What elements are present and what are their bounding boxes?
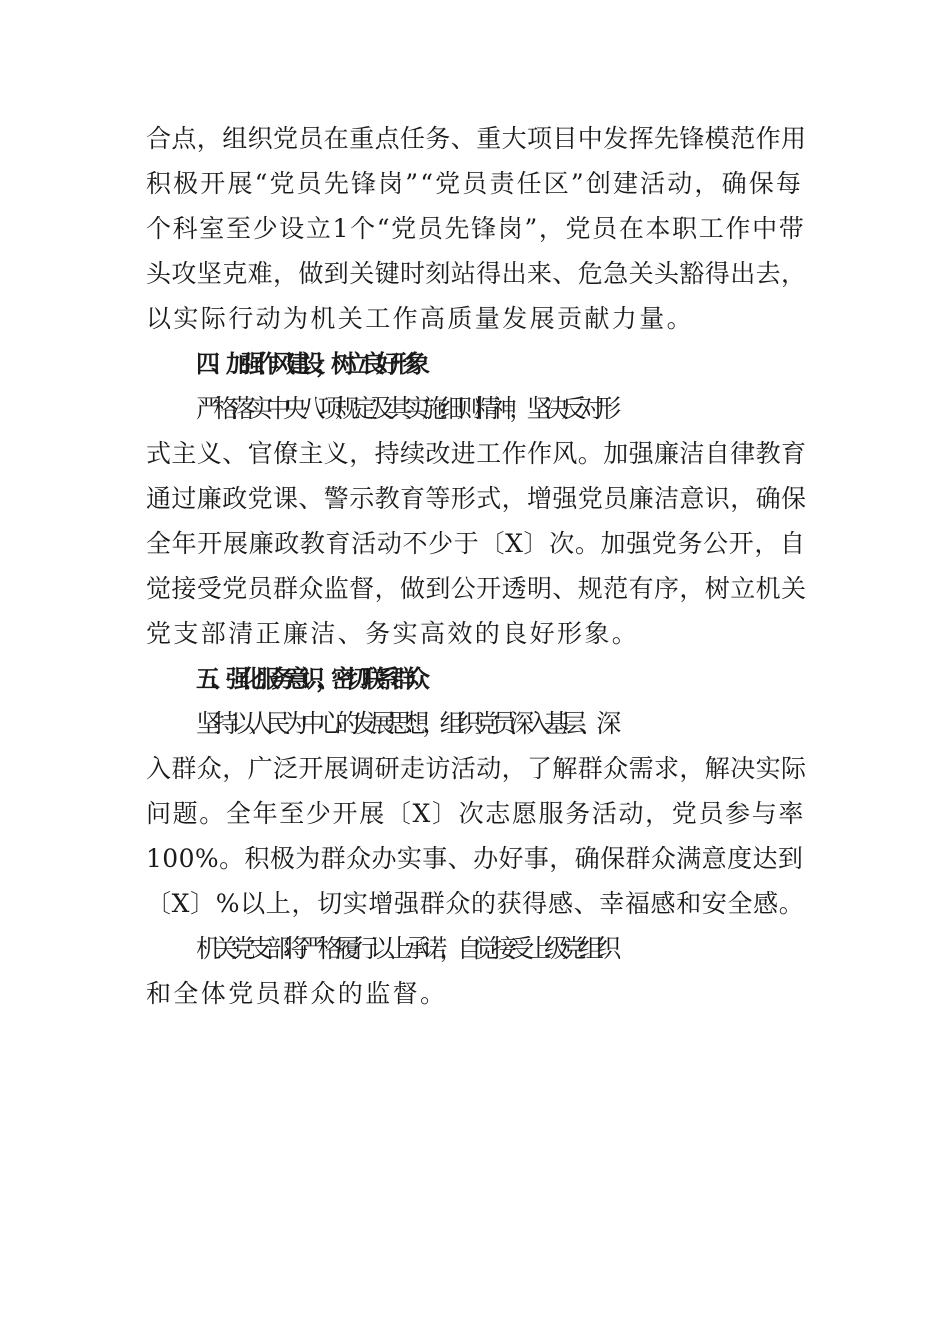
paragraph-line: 觉接受党员群众监督，做到公开透明、规范有序，树立机关 <box>146 574 807 603</box>
paragraph-line: 全年开展廉政教育活动不少于〔X〕次。加强党务公开，自 <box>146 529 806 558</box>
paragraph-line: 以实际行动为机关工作高质量发展贡献力量。 <box>146 304 695 333</box>
section-heading: 五、强化服务意识，密切联系群众 <box>196 665 421 693</box>
paragraph-line: 严格落实中央八项规定及其实施细则精神，坚决反对形 <box>196 394 614 423</box>
paragraph-line: 入群众，广泛开展调研走访活动，了解群众需求，解决实际 <box>146 754 807 783</box>
paragraph-line: 积极开展“党员先锋岗”“党员责任区”创建活动，确保每 <box>146 169 804 198</box>
paragraph-line: 100%。积极为群众办实事、办好事，确保群众满意度达到 <box>146 844 804 873</box>
section-heading: 四、加强作风建设，树立良好形象 <box>196 350 421 378</box>
paragraph-line: 坚持以人民为中心的发展思想，组织党员深入基层、深 <box>196 709 614 738</box>
paragraph-line: 通过廉政党课、警示教育等形式，增强党员廉洁意识，确保 <box>146 484 807 513</box>
paragraph-line: 问题。全年至少开展〔X〕次志愿服务活动，党员参与率 <box>146 799 806 828</box>
paragraph-line: 党支部清正廉洁、务实高效的良好形象。 <box>146 619 640 648</box>
paragraph-line: 式主义、官僚主义，持续改进工作作风。加强廉洁自律教育 <box>146 439 807 468</box>
paragraph-line: 个科室至少设立1个“党员先锋岗”，党员在本职工作中带 <box>146 214 806 243</box>
paragraph-line: 〔X〕%以上，切实增强群众的获得感、幸福感和安全感。 <box>146 889 805 918</box>
paragraph-line: 和全体党员群众的监督。 <box>146 979 448 1008</box>
paragraph-line: 合点，组织党员在重点任务、重大项目中发挥先锋模范作用 <box>146 124 807 153</box>
paragraph-line: 机关党支部将严格履行以上承诺，自觉接受上级党组织 <box>196 934 614 963</box>
paragraph-line: 头攻坚克难，做到关键时刻站得出来、危急关头豁得出去， <box>146 259 807 288</box>
